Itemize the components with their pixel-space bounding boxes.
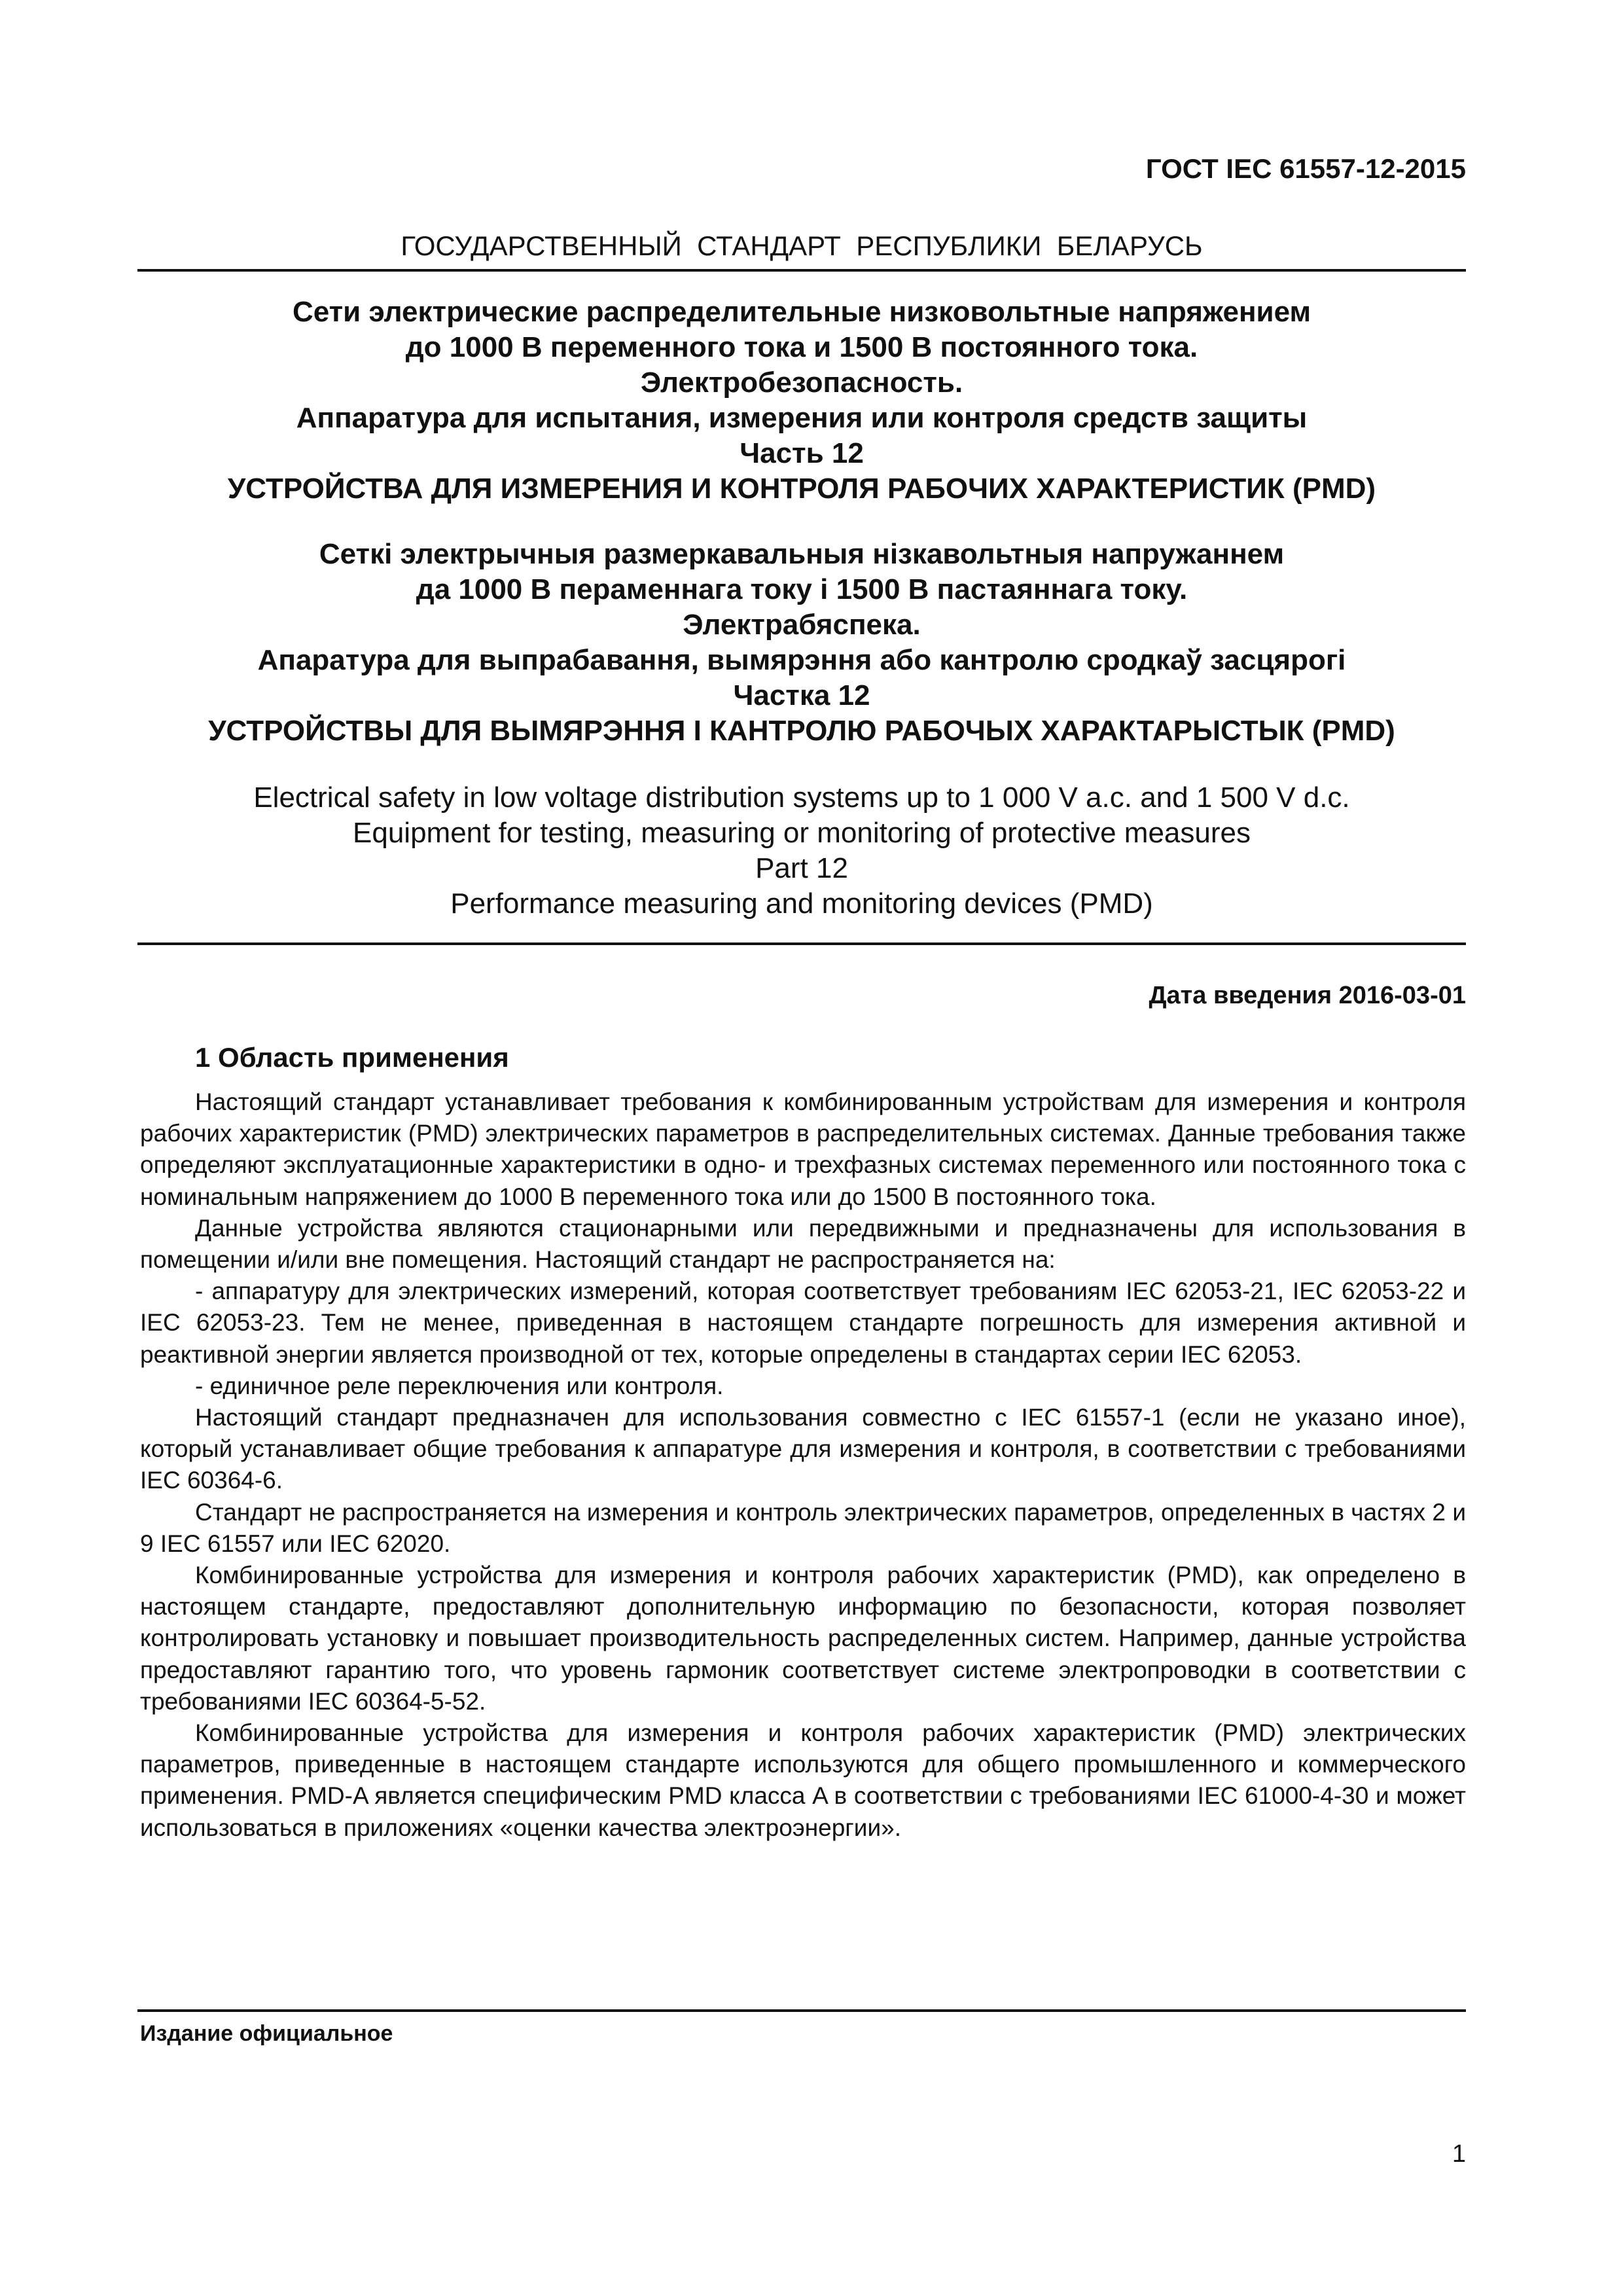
title-line: Сети электрические распределительные низковольтные напряжением [292, 296, 1311, 328]
title-line: Аппаратура для испытания, измерения или контроля средств защиты [296, 402, 1308, 434]
paragraph: Данные устройства являются стационарными или передвижными и предназначены для использования в помещении и/или вне помещения. Настоящий стандарт не распространяется на: [140, 1214, 1466, 1274]
paragraph: Комбинированные устройства для измерения и контроля рабочих характеристик (PMD) электрических параметров, приведенные в настоящем стандарте используются для общего промышленного и коммерческого применения. PMD-A является специфическим PMD класса A в соответствии с требованиями IEC 61000-4-30 и может использоваться в приложениях «оценки качества электроэнергии». [140, 1719, 1466, 1841]
title-line: да 1000 В пераменнага току і 1500 В пастаяннага току. [416, 573, 1188, 605]
top-rule [137, 269, 1466, 272]
paragraph: Стандарт не распространяется на измерения и контроль электрических параметров, определенных в частях 2 и 9 IEC 61557 или IEC 62020. [140, 1498, 1466, 1557]
title-line: Частка 12 [733, 679, 870, 711]
title-line: до 1000 В переменного тока и 1500 В постоянного тока. [405, 331, 1198, 363]
footer-rule [137, 2009, 1466, 2012]
document-number: ГОСТ IEC 61557-12-2015 [1145, 153, 1466, 184]
title-belarusian [131, 537, 1472, 749]
title-line: УСТРОЙСТВЫ ДЛЯ ВЫМЯРЭННЯ І КАНТРОЛЮ РАБОЧЫХ ХАРАКТАРЫСТЫК (PMD) [208, 715, 1395, 747]
list-item: - аппаратуру для электрических измерений, которая соответствует требованиям IEC 62053-21, IEC 62053-22 и IEC 62053-23. Тем не менее, приведенная в настоящем стандарте погрешность для измерения активной и реактивной энергии является производной от тех, которые определены в стандартах серии IEC 62053. [140, 1278, 1466, 1368]
page-number: 1 [1452, 2140, 1466, 2168]
title-line: Equipment for testing, measuring or monitoring of protective measures [353, 817, 1251, 849]
introduction-date: Дата введения 2016-03-01 [1149, 982, 1466, 1009]
section-heading: 1 Область применения [195, 1042, 509, 1073]
title-line: Часть 12 [740, 437, 864, 469]
official-edition-label: Издание официальное [140, 2021, 393, 2046]
title-bottom-rule [137, 942, 1466, 945]
title-line: УСТРОЙСТВА ДЛЯ ИЗМЕРЕНИЯ И КОНТРОЛЯ РАБОЧИХ ХАРАКТЕРИСТИК (PMD) [227, 473, 1376, 505]
title-line: Электробезопасность. [640, 367, 963, 399]
title-russian [131, 295, 1472, 507]
title-line: Part 12 [755, 852, 848, 884]
title-english [131, 780, 1472, 922]
paragraph: Настоящий стандарт предназначен для использования совместно с IEC 61557-1 (если не указано иное), который устанавливает общие требования к аппаратуре для измерения и контроля, в соответствии с требованиями IEC 60364-6. [140, 1404, 1466, 1494]
title-line: Апаратура для выпрабавання, вымярэння або кантролю сродкаў засцярогі [257, 644, 1346, 676]
state-standard-heading: ГОСУДАРСТВЕННЫЙ СТАНДАРТ РЕСПУБЛИКИ БЕЛАРУСЬ [401, 230, 1203, 261]
paragraph: Настоящий стандарт устанавливает требования к комбинированным устройствам для измерения и контроля рабочих характеристик (PMD) электрических параметров в распределительных системах. Данные требования также определяют эксплуатационные характеристики в одно- и трехфазных системах переменного или постоянного тока с номинальным напряжением до 1000 В переменного тока или до 1500 В постоянного тока. [140, 1088, 1466, 1210]
paragraph: Комбинированные устройства для измерения и контроля рабочих характеристик (PMD), как определено в настоящем стандарте, предоставляют дополнительную информацию по безопасности, которая позволяет контролировать установку и повышает производительность распределенных систем. Например, данные устройства предоставляют гарантию того, что уровень гармоник соответствует системе электропроводки в соответствии с требованиями IEC 60364-5-52. [140, 1562, 1466, 1715]
title-line: Performance measuring and monitoring devices (PMD) [450, 888, 1153, 920]
title-line: Сеткі электрычныя размеркавальныя нізкавольтныя напружаннем [319, 538, 1285, 570]
body-text [140, 1086, 1466, 1844]
list-item: - единичное реле переключения или контроля. [195, 1372, 724, 1399]
title-line: Электрабяспека. [683, 609, 921, 641]
title-line: Electrical safety in low voltage distribution systems up to 1 000 V a.c. and 1 500 V d.c. [253, 781, 1350, 814]
